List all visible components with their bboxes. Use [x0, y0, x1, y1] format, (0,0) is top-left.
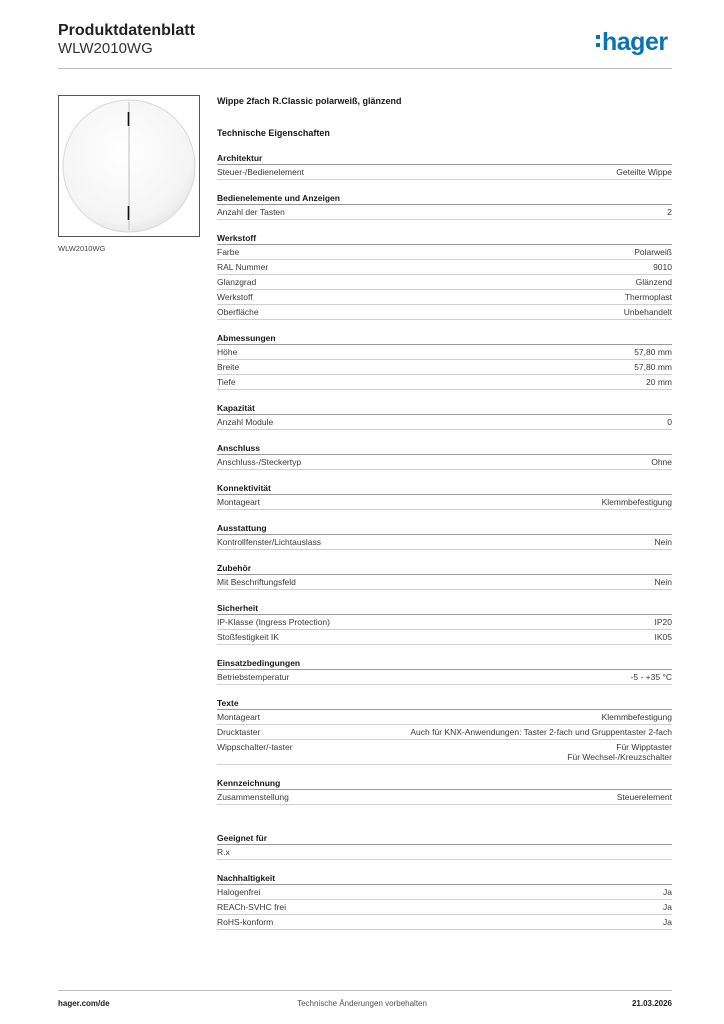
footer-date: 21.03.2026 — [631, 999, 672, 1008]
spec-value — [634, 347, 672, 357]
spec-value-line: Steuerelement — [616, 792, 672, 802]
spec-value-line: Unbehandelt — [623, 307, 672, 317]
spec-value — [602, 497, 672, 507]
spec-value-line: Klemmbefestigung — [601, 712, 672, 722]
spec-value-line: 9010 — [653, 262, 672, 272]
section-title: Bedienelemente und Anzeigen — [217, 193, 672, 205]
spec-label: Wippschalter/-taster — [217, 742, 293, 752]
spec-value — [634, 247, 672, 257]
spec-row — [217, 915, 672, 930]
spec-value-line: Nein — [654, 537, 672, 547]
spec-row — [217, 415, 672, 430]
rocker-switch-image — [59, 96, 199, 236]
spec-row — [217, 615, 672, 630]
spec-value-line: Für Wipptaster — [616, 742, 672, 752]
spec-label: Betriebstemperatur — [217, 672, 290, 682]
spec-row — [217, 165, 672, 180]
spec-row — [217, 900, 672, 915]
spec-value — [655, 577, 672, 587]
spec-value — [653, 262, 672, 272]
spec-label: Werkstoff — [217, 292, 253, 302]
spec-label: Anzahl Module — [217, 417, 274, 427]
spec-row — [217, 375, 672, 390]
spec-value-line: 0 — [667, 417, 672, 427]
spec-value-line: Für Wechsel-/Kreuzschalter — [567, 752, 672, 762]
spec-value — [655, 617, 673, 627]
spec-label: Farbe — [217, 247, 240, 257]
section-title: Architektur — [217, 153, 672, 165]
spec-label: Steuer-/Bedienelement — [217, 167, 304, 177]
spec-row — [217, 790, 672, 805]
page-subtitle: WLW2010WG — [58, 40, 153, 57]
spec-row — [217, 360, 672, 375]
spec-value — [602, 712, 672, 722]
spec-value — [625, 292, 672, 302]
footer-divider — [58, 990, 672, 991]
spec-label: Halogenfrei — [217, 887, 261, 897]
spec-value — [617, 792, 672, 802]
spec-row — [217, 885, 672, 900]
spec-value-line: IK05 — [654, 632, 672, 642]
spec-row — [217, 345, 672, 360]
spec-row — [217, 205, 672, 220]
spec-row — [217, 275, 672, 290]
spec-label: Montageart — [217, 712, 260, 722]
spec-row — [217, 290, 672, 305]
hager-logo[interactable] — [596, 27, 668, 57]
spec-row — [217, 725, 672, 740]
spec-value-line: IP20 — [654, 617, 672, 627]
product-image-frame — [58, 95, 200, 237]
section-title: Nachhaltigkeit — [217, 873, 672, 885]
spec-label: Glanzgrad — [217, 277, 257, 287]
spec-label: RAL Nummer — [217, 262, 269, 272]
spec-label: Oberfläche — [217, 307, 259, 317]
spec-value — [624, 307, 672, 317]
spec-value-line: 2 — [667, 207, 672, 217]
spec-value — [655, 537, 672, 547]
section-title: Kapazität — [217, 403, 672, 415]
product-image-caption: WLW2010WG — [58, 244, 106, 253]
logo-text: hager — [602, 28, 668, 56]
spec-value — [655, 632, 673, 642]
section-title: Werkstoff — [217, 233, 672, 245]
spec-label: Kontrollfenster/Lichtauslass — [217, 537, 321, 547]
spec-row — [217, 305, 672, 320]
spec-value-line: Ja — [663, 887, 672, 897]
spec-value — [651, 457, 672, 467]
section-title: Kennzeichnung — [217, 778, 672, 790]
specifications-panel — [217, 96, 672, 930]
footer-website-link[interactable]: hager.com/de — [58, 999, 110, 1008]
section-title: Abmessungen — [217, 333, 672, 345]
spec-value — [667, 417, 672, 427]
spec-value-line: Polarweiß — [634, 247, 672, 257]
spec-label: Mit Beschriftungsfeld — [217, 577, 296, 587]
spec-value — [663, 902, 672, 912]
spec-label: Stoßfestigkeit IK — [217, 632, 279, 642]
spec-value-line: Ja — [663, 917, 672, 927]
spec-label: Montageart — [217, 497, 260, 507]
section-title: Konnektivität — [217, 483, 672, 495]
spec-value-line: Klemmbefestigung — [601, 497, 672, 507]
spec-value-line: 20 mm — [646, 377, 672, 387]
spec-label: Anschluss-/Steckertyp — [217, 457, 302, 467]
section-title: Einsatzbedingungen — [217, 658, 672, 670]
page-title: Produktdatenblatt — [58, 22, 195, 39]
spec-label: Anzahl der Tasten — [217, 207, 285, 217]
spec-label: REACh-SVHC frei — [217, 902, 286, 912]
spec-value — [631, 672, 672, 682]
section-title: Anschluss — [217, 443, 672, 455]
spec-label: RoHS-konform — [217, 917, 274, 927]
spec-row — [217, 710, 672, 725]
spec-value-line: Ja — [663, 902, 672, 912]
logo-dots-icon — [596, 30, 601, 51]
spec-value-line: Thermoplast — [624, 292, 672, 302]
spec-value-line: 57,80 mm — [634, 362, 672, 372]
spec-value — [634, 362, 672, 372]
spec-label: R.x — [217, 847, 230, 857]
spec-value — [616, 167, 672, 177]
spec-value-line: Geteilte Wippe — [616, 167, 672, 177]
spec-value — [567, 742, 672, 762]
spec-label: IP-Klasse (Ingress Protection) — [217, 617, 330, 627]
spec-label: Drucktaster — [217, 727, 261, 737]
spec-value — [663, 887, 672, 897]
spec-sections — [217, 153, 672, 930]
section-title: Zubehör — [217, 563, 672, 575]
spec-row — [217, 740, 672, 765]
section-title: Sicherheit — [217, 603, 672, 615]
spec-row — [217, 455, 672, 470]
spec-value-line: -5 - +35 °C — [630, 672, 672, 682]
section-title: Ausstattung — [217, 523, 672, 535]
spec-row — [217, 245, 672, 260]
spec-value — [667, 207, 672, 217]
section-title: Texte — [217, 698, 672, 710]
spec-value-line: Glänzend — [635, 277, 672, 287]
spec-value-line: Auch für KNX-Anwendungen: Taster 2-fach und Gruppentaster 2-fach — [410, 727, 672, 737]
spec-row — [217, 575, 672, 590]
spec-value-line: Ohne — [651, 457, 672, 467]
spec-value — [636, 277, 672, 287]
spec-label: Breite — [217, 362, 240, 372]
spec-row — [217, 495, 672, 510]
section-title: Geeignet für — [217, 833, 672, 845]
header-divider — [58, 68, 672, 69]
spec-label: Tiefe — [217, 377, 236, 387]
spec-value — [646, 377, 672, 387]
spec-row — [217, 845, 672, 860]
spec-row — [217, 535, 672, 550]
spec-row — [217, 260, 672, 275]
spec-row — [217, 670, 672, 685]
spec-value — [410, 727, 672, 737]
product-description: Wippe 2fach R.Classic polarweiß, glänzend — [217, 96, 402, 106]
spec-value-line: Nein — [654, 577, 672, 587]
footer-disclaimer: Technische Änderungen vorbehalten — [297, 999, 427, 1008]
spec-label: Zusammenstellung — [217, 792, 289, 802]
spec-value — [663, 917, 672, 927]
spec-row — [217, 630, 672, 645]
spec-label: Höhe — [217, 347, 238, 357]
spec-value-line: 57,80 mm — [634, 347, 672, 357]
technical-properties-heading: Technische Eigenschaften — [217, 128, 330, 138]
